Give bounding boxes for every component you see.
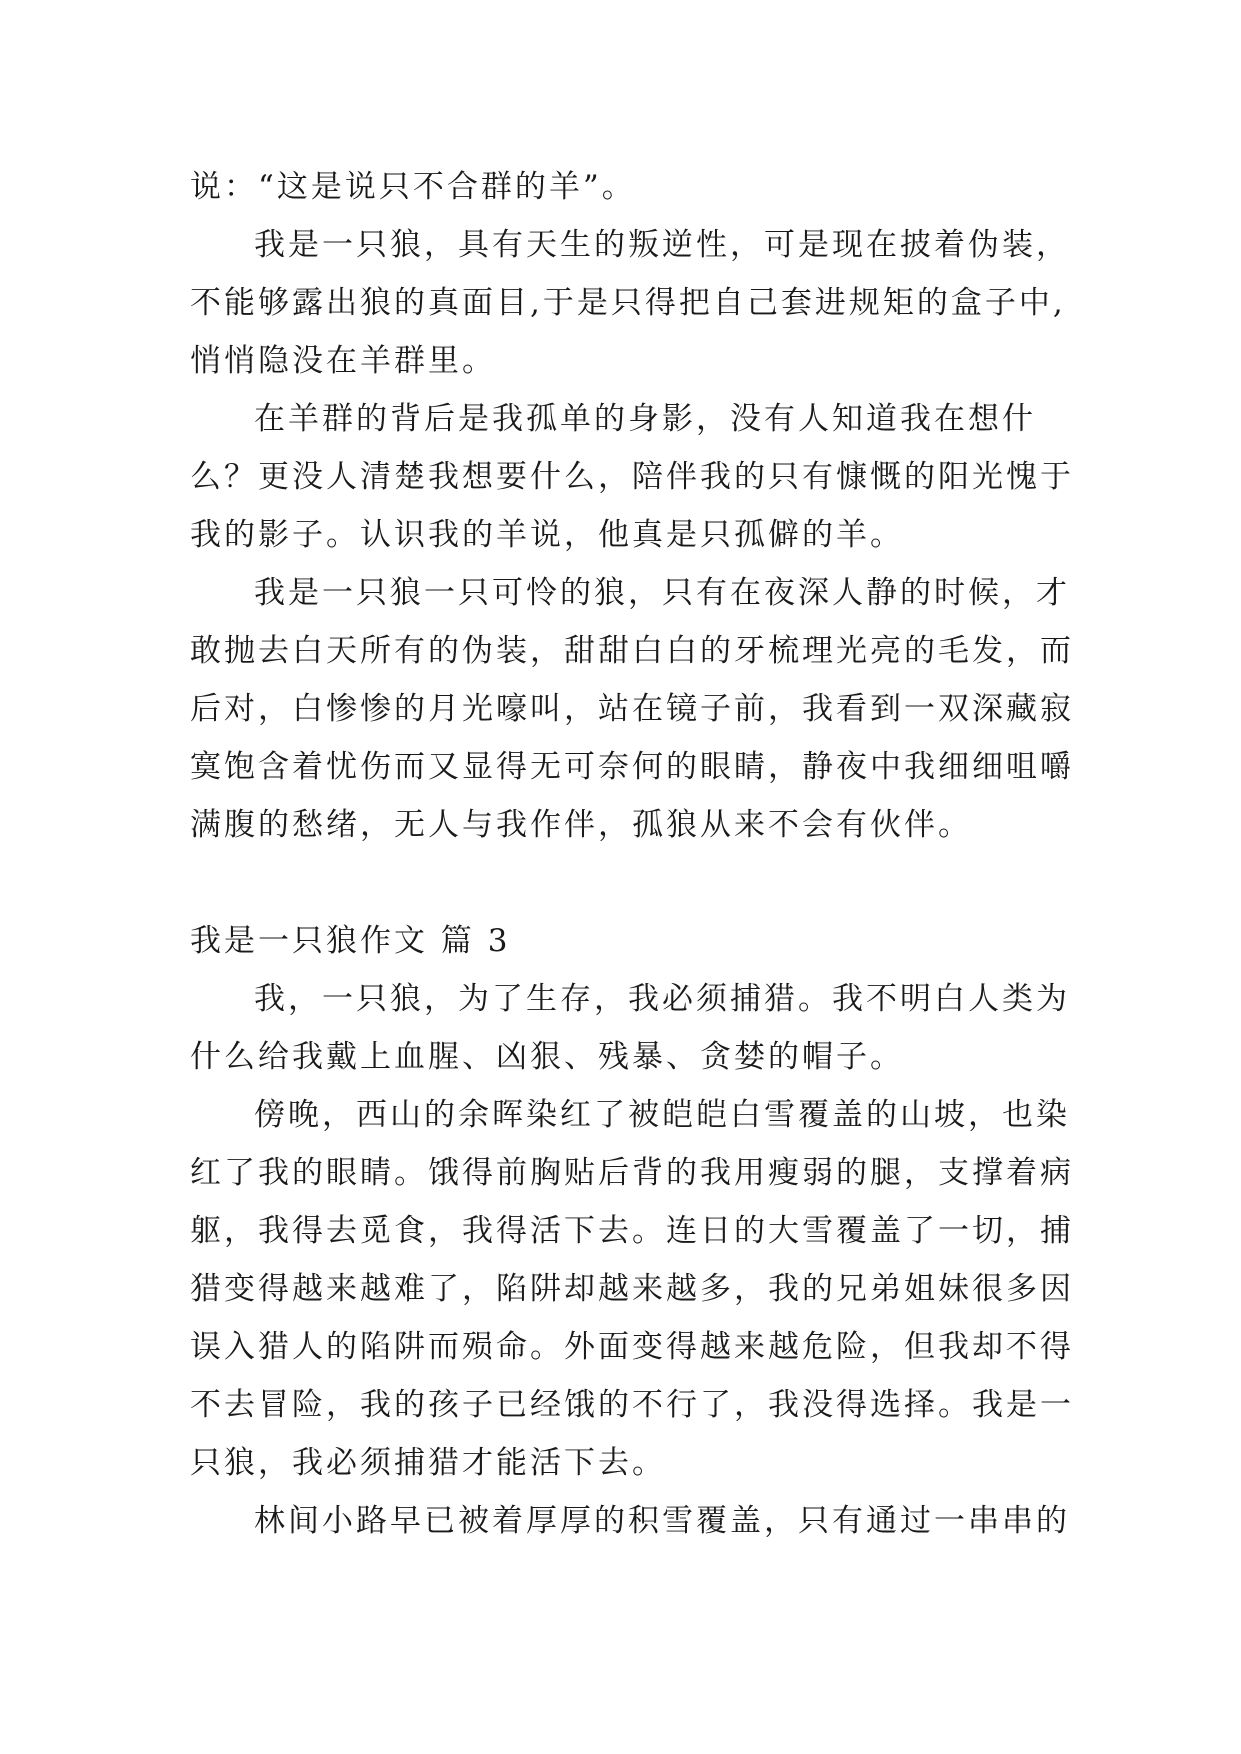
text-line: 躯，我得去觅食，我得活下去。连日的大雪覆盖了一切，捕 [190, 1213, 1074, 1249]
paragraph-continued [190, 158, 1090, 216]
document-body [190, 158, 1090, 1550]
text-line: 我是一只狼，具有天生的叛逆性，可是现在披着伪装， [254, 227, 1070, 263]
text-line: 敢抛去白天所有的伪装，甜甜白白的牙梳理光亮的毛发，而 [190, 633, 1074, 669]
text-line: 我的影子。认识我的羊说，他真是只孤僻的羊。 [190, 517, 904, 553]
text-line: 满腹的愁绪，无人与我作伴，孤狼从来不会有伙伴。 [190, 807, 972, 843]
section-title: 我是一只狼作文 篇 3 [190, 923, 511, 959]
paragraph [190, 1492, 1090, 1550]
paragraph [190, 970, 1090, 1086]
text-line: 什么给我戴上血腥、凶狠、残暴、贪婪的帽子。 [190, 1039, 904, 1075]
paragraph [190, 564, 1090, 854]
paragraph [190, 216, 1090, 390]
text-line: 不去冒险，我的孩子已经饿的不行了，我没得选择。我是一 [190, 1387, 1074, 1423]
paragraph [190, 390, 1090, 564]
text-line: 傍晚，西山的余晖染红了被皑皑白雪覆盖的山坡，也染 [254, 1097, 1070, 1133]
text-line: 寞饱含着忧伤而又显得无可奈何的眼睛，静夜中我细细咀嚼 [190, 749, 1074, 785]
text-line: 说：“这是说只不合群的羊”。 [190, 169, 636, 205]
text-line: 我是一只狼一只可怜的狼，只有在夜深人静的时候，才 [254, 575, 1070, 611]
text-line: 悄悄隐没在羊群里。 [190, 343, 496, 379]
paragraph [190, 1086, 1090, 1492]
text-line: 误入猎人的陷阱而殒命。外面变得越来越危险，但我却不得 [190, 1329, 1074, 1365]
text-line: 后对，白惨惨的月光嚎叫，站在镜子前，我看到一双深藏寂 [190, 691, 1074, 727]
text-line: 只狼，我必须捕猎才能活下去。 [190, 1445, 666, 1481]
text-line: 在羊群的背后是我孤单的身影，没有人知道我在想什 [254, 401, 1036, 437]
blank-line [190, 854, 1090, 912]
text-line: 么？更没人清楚我想要什么，陪伴我的只有慷慨的阳光愧于 [190, 459, 1074, 495]
text-line: 我，一只狼，为了生存，我必须捕猎。我不明白人类为 [254, 981, 1070, 1017]
text-line: 林间小路早已被着厚厚的积雪覆盖，只有通过一串串的 [254, 1503, 1070, 1539]
text-line: 红了我的眼睛。饿得前胸贴后背的我用瘦弱的腿，支撑着病 [190, 1155, 1074, 1191]
text-line: 猎变得越来越难了，陷阱却越来越多，我的兄弟姐妹很多因 [190, 1271, 1074, 1307]
text-line: 不能够露出狼的真面目,于是只得把自己套进规矩的盒子中, [190, 285, 1066, 321]
